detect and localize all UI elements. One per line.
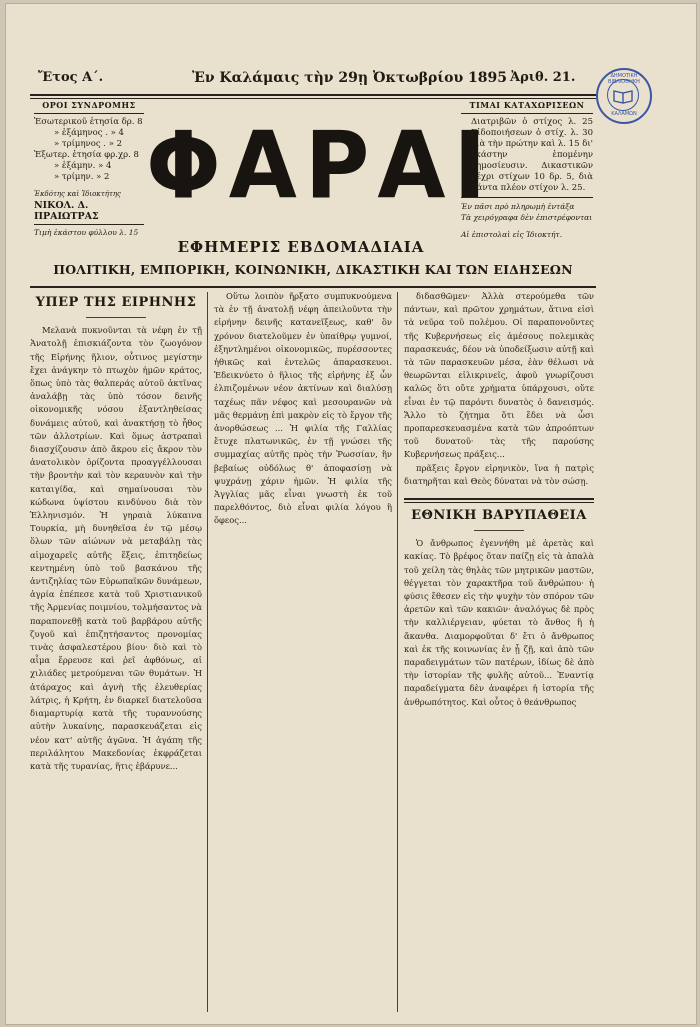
subscription-line: » τρίμην. » 2 [54,172,110,182]
stamp-text-top: ΔΗΜΟΤΙΚΗ ΒΙΒΛΙΟΘΗΚΗ [608,73,640,85]
title-rule [86,317,146,318]
section-rule-thin [404,502,594,503]
subscription-line: Ἐξωτερ. ἐτησία φρ.χρ. 8 [34,150,139,160]
subscription-line: » τρίμηνος . » 2 [54,139,123,149]
ad-rates-divider [461,113,593,114]
article-body: Μελανὰ πυκνοῦνται τὰ νέφη ἐν τῇ Ἀνατολῇ ἐπισκιάζοντα τὸν ζωογόνον τῆς Εἰρήνης ἥλιον, οὗτινος μεγίστην ἔχει ἀνάγκην τὸ πτωχὸν ἡμῶν κράτος, ὅπως ὑπὸ τὰς θαλπεράς αὐτοῦ ἀκτῖνας ἀναλάβῃ τὰς ὑπὸ τόσον δεινῆς οἰκονομικῆς νόσου ἐξαντληθείσας δυνάμεις αὐτοῦ, καὶ ἀνακτήσῃ τὸ ἦθος τῶν ἀλλοτρίων. Καὶ ὅμως ἀστραπαὶ διασχίζουσιν ἀπὸ ἄκρου εἰς ἄκρον τὸν ἀνατολικὸν ὁρίζοντα προαγγέλλουσαι τὴν βροντὴν καὶ τὸν κεραυνὸν καὶ τὴν καταιγίδα, καὶ σημαίνουσαι τὸν κώδωνα ὑψίστου κινδύνου διὰ τὸν Ἑλληνισμόν. Ἡ γηραιὰ λύκαινα Τουρκία, μὴ δυνηθεῖσα ἐν τῷ μέσῳ ὅλων τῶν αἰώνων νὰ μεταβάλῃ τὰς αἱμοχαρεῖς αὐτῆς ἕξεις, ἐπιτηδείως κεντημένη ὑπὸ τοῦ βασκάνου τῆς ἀντιζηλίας τῶν Εὐρωπαϊκῶν δυνάμεων, ἀγρία ἐπέπεσε κατὰ τοῦ Χριστιανικοῦ τῆς Ἀρμενίας ποιμνίου, τολμήσαντος νὰ παραπονεθῇ κατὰ τοῦ βαρβάρου αὐτῆς ζυγοῦ καὶ ἐπιζητήσαντος προνομίας τινὰς ἀσφαλεστέρου βίου· διὸ καὶ τὸ αἷμα ἔρρευσε καὶ ῥεῖ ἀφθόνως, αἱ χιλιάδες μετρούμεναι τῶν θυμάτων. Ἡ ἀτάραχος καὶ ἀγνὴ τῆς ἐλευθερίας λάτρις, ἡ Κρήτη, ἐν διαρκεῖ διατελοῦσα διαμαρτυρίᾳ κατὰ τῆς τυραννούσης αὐτὴν λυκαίνης, παρασκευάζεται εἰς νέον κατ' αὐτῆς ἀγῶνα. Ἡ ἀγάπη τῆς περιλάλητου Μακεδονίας ἐκφράζεται κατὰ τῆς τυρανίας, ἥτις ἐβάρυνε... [30,325,202,771]
ad-note: Τὰ χειρόγραφα δὲν ἐπιστρέφονται [461,213,593,222]
article-body: Ὁ ἄνθρωπος ἐγεννήθη μὲ ἀρετὰς καὶ κακίας. Τὸ βρέφος ὅταν παίζῃ εἰς τὰ ἀπαλὰ τοῦ χείλη τὰς θηλὰς τῶν μητρικῶν μαστῶν, θέγγεται τὸν χαρακτῆρα τοῦ ἄνθρώπου· ἡ φύσις ἔθεσεν εἰς τὴν ψυχὴν τὸν σπόρον τῶν ἀρετῶν καὶ τῶν κακιῶν· ἀναλόγως δὲ πρὸς τὴν καλλιέργειαν, φύεται τὸ ἄνθος ἢ ἡ ἄκανθα. Διαμορφοῦται δ' ἔτι ὁ ἄνθρωπος καὶ ἐκ τῆς κοινωνίας ἐν ᾗ ζῇ, καὶ ἀπὸ τῶν παραδειγμάτων τῶν πατέρων, ἰδίως δὲ ἀπὸ τὴν ἱστορίαν τῆς φυλῆς αὐτοῦ... Ἐναντίᾳ παραδείγματα δὲν ἀναφέρει ἡ ἱστορία τῆς ἀνθρωπότητος. Καὶ οὗτος ὁ θεάνθρωπος [404,538,594,707]
book-icon [607,79,639,111]
article-body: Οὕτω λοιπὸν ἤρξατο συμπυκνούμενα τὰ ἐν τῇ ἀνατολῇ νέφη ἀπειλοῦντα τὴν εἰρήνην δεινῆς κατανεῖξεως, καθ' ὃν χρόνον διατελοῦμεν ἐν ὑπαίθρῳ γυμνοί, ἐξηντλημένοι οἰκονομικῶς, πυρέσσοντες ἠθικῶς καὶ ἐντελῶς ἀπαρασκευοι. Ἐδεικνύετο ὁ ἥλιος τῆς εἰρήνης ἐξ ὧν ἐλπιζομένων νέον ἀκτίνων καὶ διαλύσῃ ταχέως πᾶν νέφος καὶ μεσουρανῶν νὰ μᾶς θερμάνῃ ἐπὶ μακρὸν εἰς τὸ ἔργον τῆς ἀνορθώσεως ... Ἡ φιλία τῆς Γαλλίας ἔτυχε πλατωνικῶς, ἐν τῇ γνώσει τῆς συμμαχίας αὐτῆς πρὸς τὴν Ῥωσσίαν, ἣν βεβαίως οὐδόλως θ' ἀποφασίσῃ νὰ ψυχράνῃ χάριν ἡμῶν. Ἡ φιλία τῆς Ἀγγλίας μᾶς εἶναι γνωστὴ ἐκ τοῦ παρελθόντος, διὸ εἶναι φιλία λόγου ἢ ὄφεος... [214,291,392,526]
publisher-name: ΝΙΚΟΛ. Δ. ΠΡΑΙΩΤΡΑΣ [34,200,99,222]
column-divider [207,292,208,1012]
header-rule-bottom [30,286,596,288]
section-rule [404,498,594,500]
issue-number: Ἀριθ. 21. [510,70,576,85]
column-2 [214,290,392,1010]
publisher-label: Ἐκδότης καὶ Ἰδιοκτήτης [34,190,121,198]
subscription-title: ΟΡΟΙ ΣΥΝΔΡΟΜΗΣ [42,100,136,110]
header-rule-top-thin [30,98,596,99]
subscription-divider [34,113,144,114]
ad-rates-title: ΤΙΜΑΙ ΚΑΤΑΧΩΡΙΣΕΩΝ [469,100,585,110]
dateline: Ἐν Καλάμαις τὴν 29ῃ Ὀκτωβρίου 1895 [192,70,507,86]
ad-notes-divider [461,197,593,198]
column-divider [397,292,398,1012]
masthead-subtitle: ΕΦΗΜΕΡΙΣ ΕΒΔΟΜΑΔΙΑΙΑ [177,238,425,256]
article-body: διδασθῶμεν· Ἀλλὰ στερούμεθα τῶν πάντων, καὶ πρῶτον χρημάτων, ἅτινα εἰσὶ τὰ νεῦρα τοῦ πολέμου. Οἱ παραπονοῦντες τῆς Κυβερνήσεως εἰς ἀμέσους πολεμικὰς παρασκευάς, δέον νὰ ὑποδείξωσιν αὐτῇ καὶ τὰ τῶν παρασκευῶν μέσα, ἐὰν θέλωσι νὰ θεωρῶνται εἰλικρινεῖς, ἀφοῦ γνωρίζουσι καλῶς ὅτι οὔτε χρήματα ὑπάρχουσι, οὔτε εἶναι ἐν τῷ παρόντι δυνατὸς ὁ δανεισμός. Ἄλλο τὸ ζήτημα ὅτι ἔδει νὰ ὦσι προπαρεσκευασμένα κατὰ τῶν ἀπροόπτων τοῦ δυνατοῦ· τὰς τῆς παρούσης Κυβερνήσεως πράξεις... [404,291,594,460]
article-closing: πρᾶξεις ἔργον εἰρηνικὸν, ἵνα ἡ πατρὶς διατηρῆται καὶ Θεὸς δύναται νὰ τὸν σώσῃ. [404,462,594,486]
ad-note: Ἐν πᾶσι πρὸ πληρωμὴ ἐντάξα [461,202,575,211]
subscription-line: » ἑξάμηνος . » 4 [54,128,124,138]
ad-note: Αἱ ἐπιστολαὶ εἰς Ἰδιοκτήτ. [461,230,563,239]
title-rule [474,530,524,531]
masthead-tagline: ΠΟΛΙΤΙΚΗ, ΕΜΠΟΡΙΚΗ, ΚΟΙΝΩΝΙΚΗ, ΔΙΚΑΣΤΙΚΗ ΚΑΙ ΤΩΝ ΕΙΔΗΣΕΩΝ [53,262,573,277]
year-label: Ἔτος Α΄. [38,70,104,85]
masthead-title: ΦΑΡΑΙ [146,111,495,220]
ad-rates-box [461,100,593,240]
article-title: ΕΘΝΙΚΗ ΒΑΡΥΠΑΘΕΙΑ [411,508,587,524]
article-title: ΥΠΕΡ ΤΗΣ ΕΙΡΗΝΗΣ [35,295,197,310]
issue-price: Τιμὴ ἑκάστου φύλλου λ. 15 [34,228,139,237]
subscription-line: Ἐσωτερικοῦ ἐτησία δρ. 8 [34,117,143,127]
subscription-box [34,100,144,238]
library-stamp [596,68,652,124]
column-3 [404,290,594,1010]
newspaper-page [6,4,696,1024]
subscription-line: » ἑξάμην. » 4 [54,161,112,171]
header-rule-top [30,94,596,96]
stamp-text-bottom: ΚΑΛΑΜΩΝ [611,111,637,117]
column-1 [30,290,202,1010]
publisher-divider [34,224,144,225]
ad-rates-text: Διατριβῶν ὁ στίχος λ. 25 Εἰδοποιήσεων ὁ στίχ. λ. 30 διὰ τὴν πρώτην καὶ λ. 15 δι' ἑκάστην ἑπομένην δημοσίευσιν. Δικαστικῶν μέχρι στίχων 10 δρ. 5, διὰ πάντα πλέον στίχον λ. 25. [471,117,593,193]
